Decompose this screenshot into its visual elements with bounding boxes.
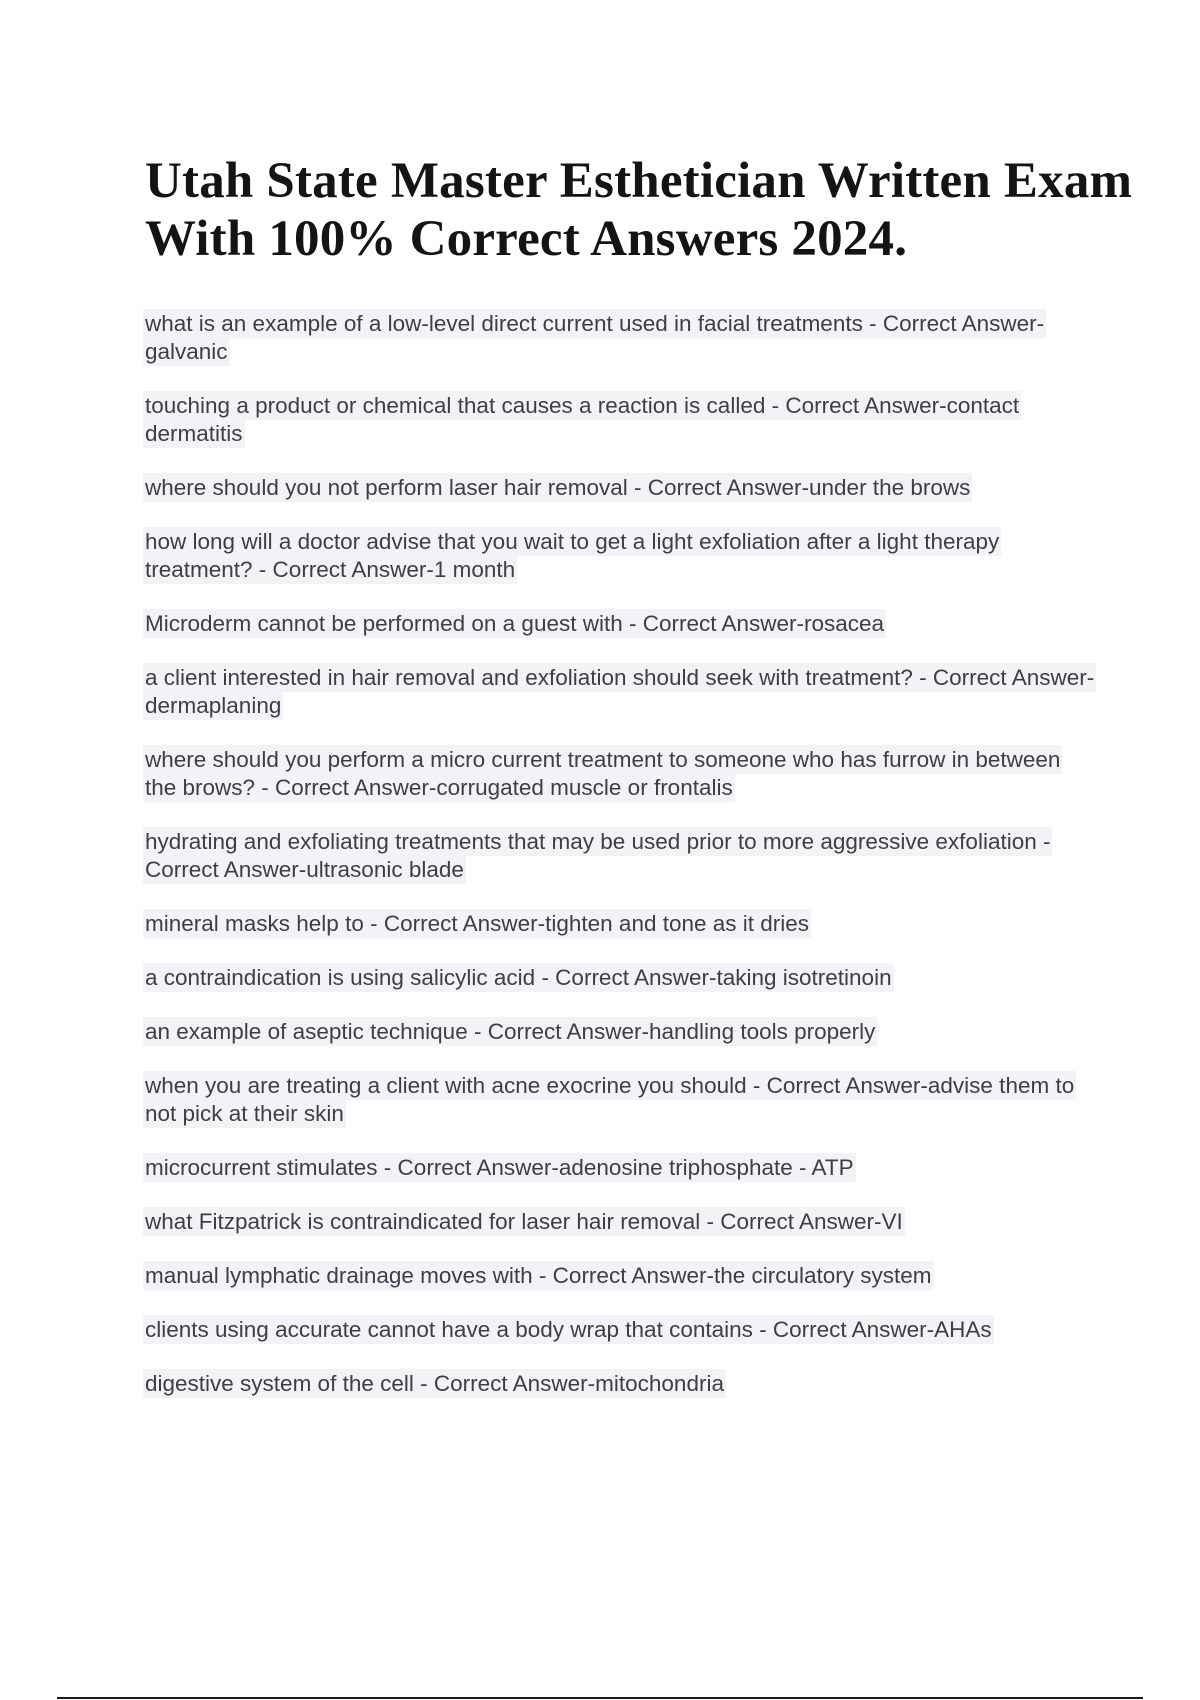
qa-item <box>145 664 1095 720</box>
qa-item <box>145 1018 1095 1046</box>
qa-item <box>145 474 1095 502</box>
qa-text: touching a product or chemical that causes a reaction is called - Correct Answer-contact dermatitis <box>145 393 1020 446</box>
qa-item <box>145 746 1095 802</box>
qa-item <box>145 310 1095 366</box>
qa-item <box>145 910 1095 938</box>
qa-text: when you are treating a client with acne exocrine you should - Correct Answer-advise them to not pick at their skin <box>145 1073 1075 1126</box>
qa-text: a client interested in hair removal and exfoliation should seek with treatment? - Correct Answer-dermaplaning <box>145 665 1095 718</box>
qa-text: digestive system of the cell - Correct Answer-mitochondria <box>145 1371 724 1396</box>
qa-item <box>145 1072 1095 1128</box>
qa-item <box>145 1316 1095 1344</box>
qa-text: what Fitzpatrick is contraindicated for laser hair removal - Correct Answer-VI <box>145 1209 903 1234</box>
qa-text: manual lymphatic drainage moves with - Correct Answer-the circulatory system <box>145 1263 932 1288</box>
qa-text: clients using accurate cannot have a body wrap that contains - Correct Answer-AHAs <box>145 1317 992 1342</box>
qa-text: how long will a doctor advise that you wait to get a light exfoliation after a light therapy treatment? - Correct Answer-1 month <box>145 529 1000 582</box>
qa-item <box>145 392 1095 448</box>
qa-text: Microderm cannot be performed on a guest with - Correct Answer-rosacea <box>145 611 885 636</box>
qa-item <box>145 610 1095 638</box>
qa-text: hydrating and exfoliating treatments that may be used prior to more aggressive exfoliation - Correct Answer-ultrasonic blade <box>145 829 1051 882</box>
qa-text: a contraindication is using salicylic acid - Correct Answer-taking isotretinoin <box>145 965 892 990</box>
page-bottom-divider <box>57 1697 1143 1699</box>
qa-text: what is an example of a low-level direct current used in facial treatments - Correct Answer-galvanic <box>145 311 1045 364</box>
qa-item <box>145 1262 1095 1290</box>
qa-item <box>145 1208 1095 1236</box>
qa-item <box>145 828 1095 884</box>
qa-list <box>145 310 1095 1424</box>
qa-text: an example of aseptic technique - Correct Answer-handling tools properly <box>145 1019 876 1044</box>
qa-text: mineral masks help to - Correct Answer-tighten and tone as it dries <box>145 911 810 936</box>
qa-text: microcurrent stimulates - Correct Answer-adenosine triphosphate - ATP <box>145 1155 854 1180</box>
qa-item <box>145 964 1095 992</box>
qa-item <box>145 1370 1095 1398</box>
qa-item <box>145 528 1095 584</box>
qa-item <box>145 1154 1095 1182</box>
qa-text: where should you perform a micro current treatment to someone who has furrow in between the brows? - Correct Answer-corrugated muscle or frontalis <box>145 747 1061 800</box>
qa-text: where should you not perform laser hair removal - Correct Answer-under the brows <box>145 475 971 500</box>
document-title: Utah State Master Esthetician Written Exam With 100% Correct Answers 2024. <box>145 153 1133 267</box>
